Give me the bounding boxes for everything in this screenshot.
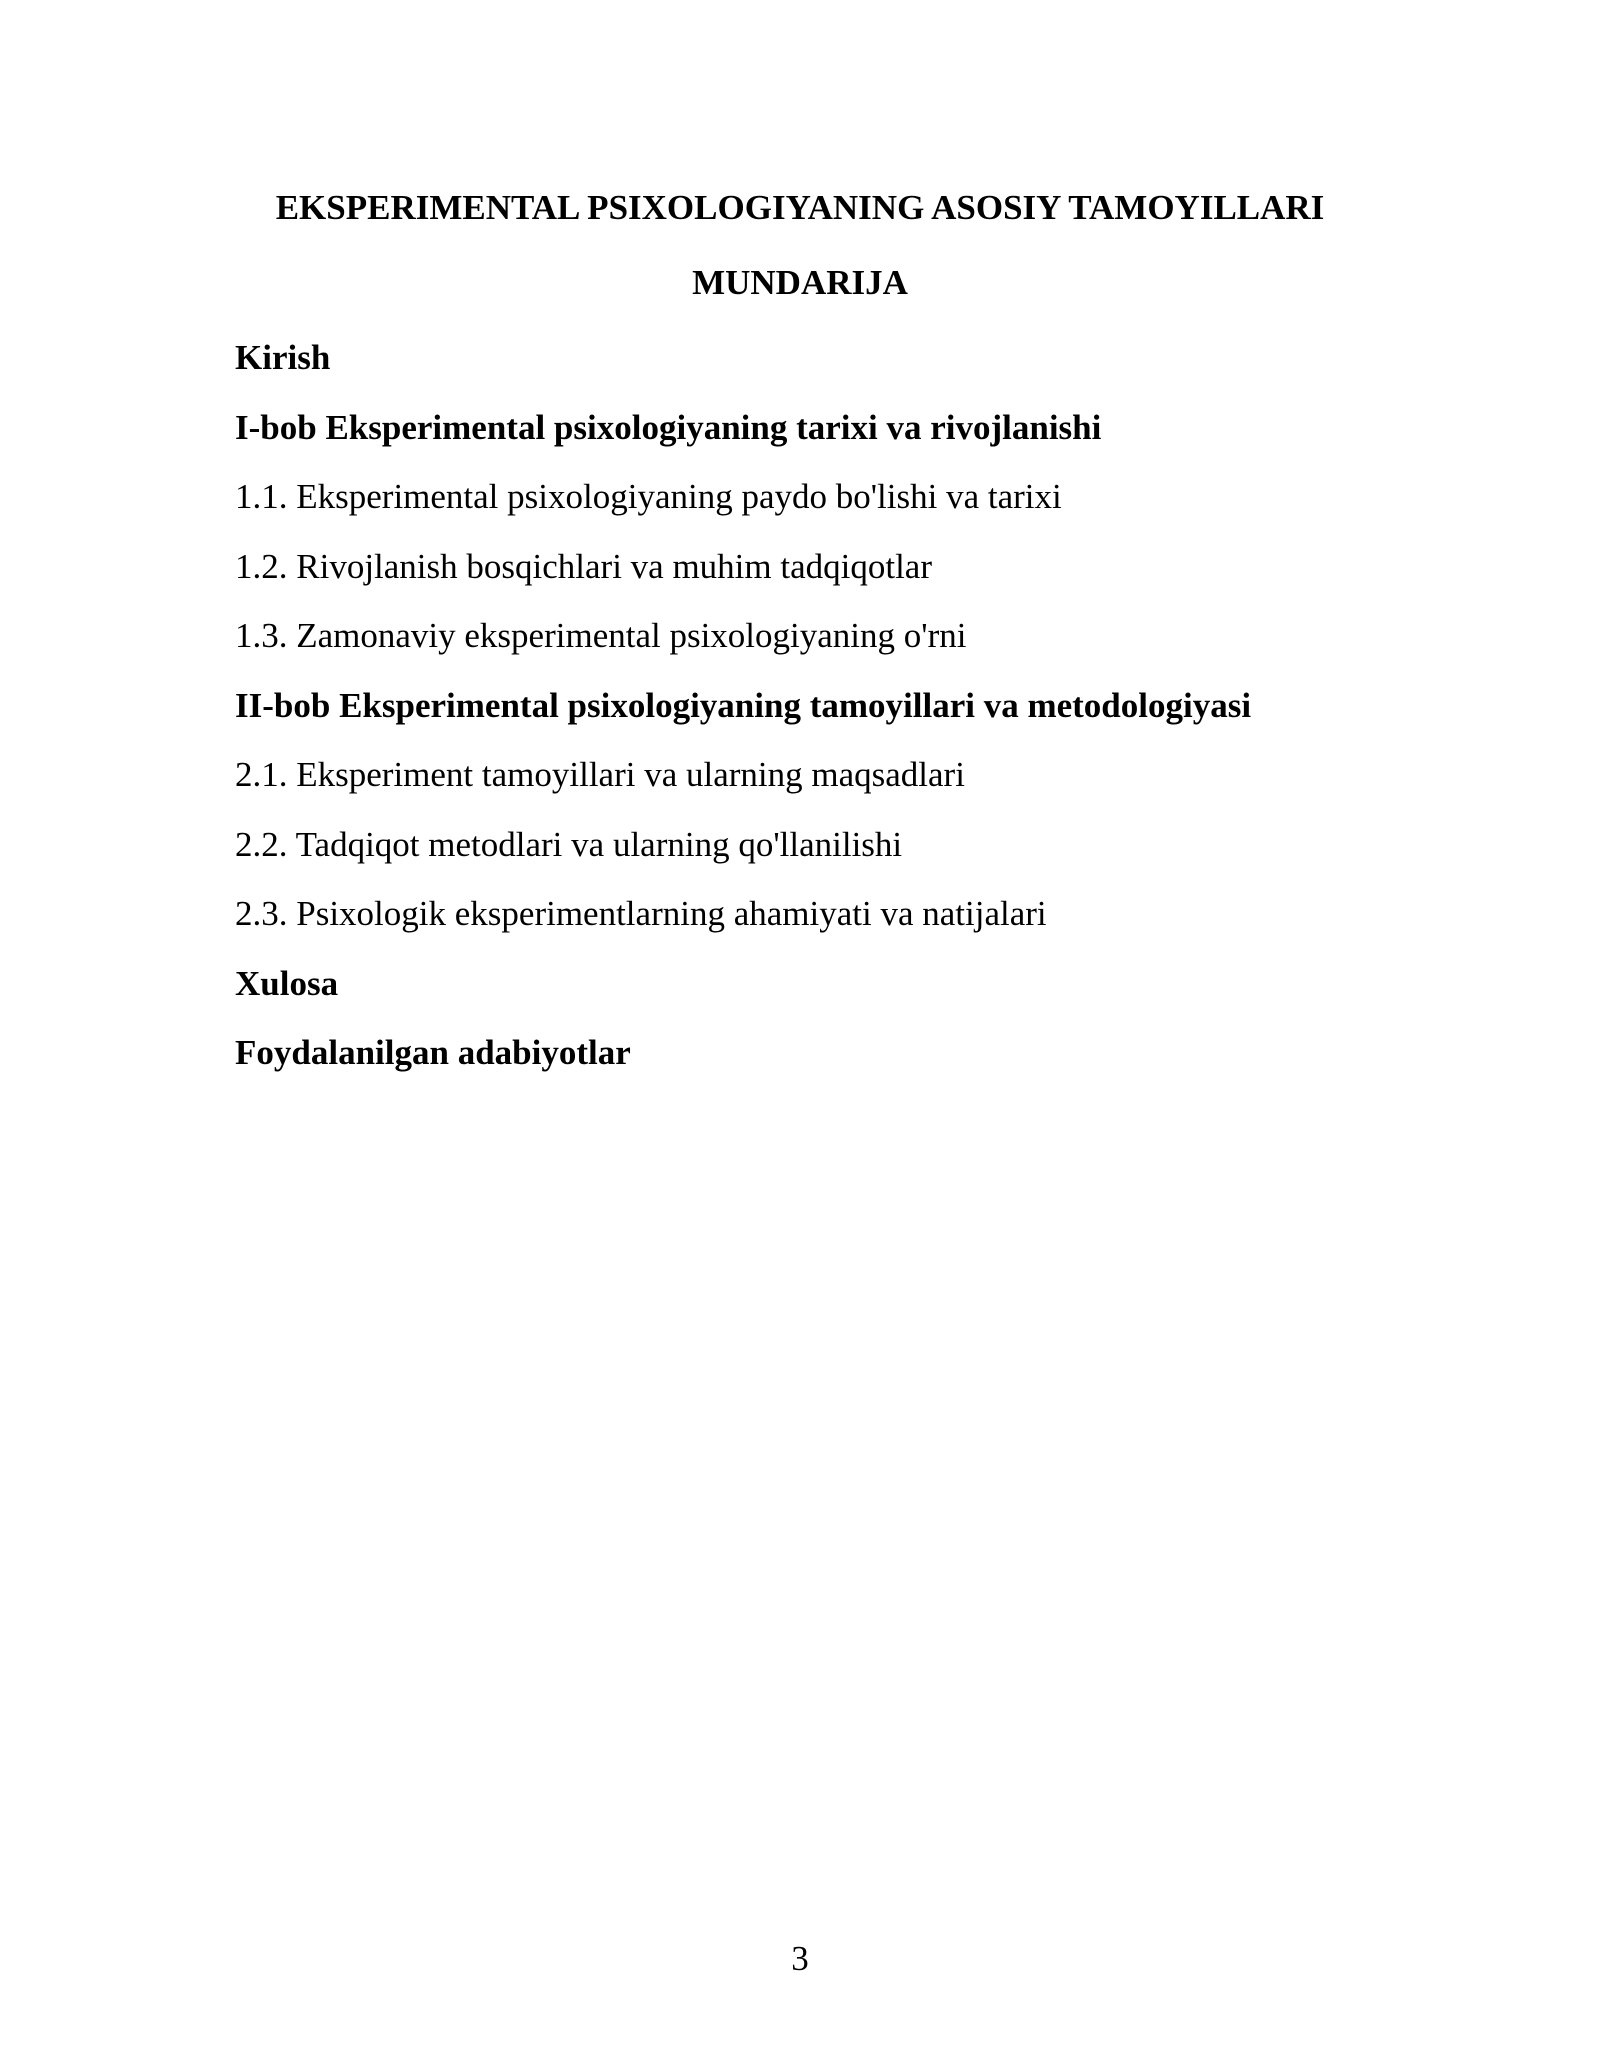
- toc-item-section-1-2: 1.2. Rivojlanish bosqichlari va muhim tadqiqotlar: [235, 546, 932, 586]
- table-of-contents: [235, 336, 1435, 1101]
- toc-item-xulosa: Xulosa: [235, 963, 339, 1003]
- document-title: EKSPERIMENTAL PSIXOLOGIYANING ASOSIY TAMOYILLARI: [275, 188, 1325, 227]
- page-number: 3: [791, 1939, 809, 1978]
- toc-item-chapter-1: I-bob Eksperimental psixologiyaning tarixi va rivojlanishi: [235, 407, 1102, 447]
- toc-item-section-2-3: 2.3. Psixologik eksperimentlarning ahamiyati va natijalari: [235, 894, 1047, 933]
- toc-item-section-2-2: 2.2. Tadqiqot metodlari va ularning qo'llanilishi: [235, 824, 903, 864]
- toc-heading: MUNDARIJA: [692, 263, 908, 302]
- toc-item-references: Foydalanilgan adabiyotlar: [235, 1033, 631, 1072]
- toc-item-chapter-2: II-bob Eksperimental psixologiyaning tamoyillari va metodologiyasi: [235, 685, 1252, 725]
- toc-item-section-2-1: 2.1. Eksperiment tamoyillari va ularning maqsadlari: [235, 755, 965, 794]
- toc-item-section-1-3: 1.3. Zamonaviy eksperimental psixologiyaning o'rni: [235, 616, 967, 655]
- toc-item-kirish: Kirish: [235, 338, 331, 377]
- toc-item-section-1-1: 1.1. Eksperimental psixologiyaning paydo bo'lishi va tarixi: [235, 477, 1062, 516]
